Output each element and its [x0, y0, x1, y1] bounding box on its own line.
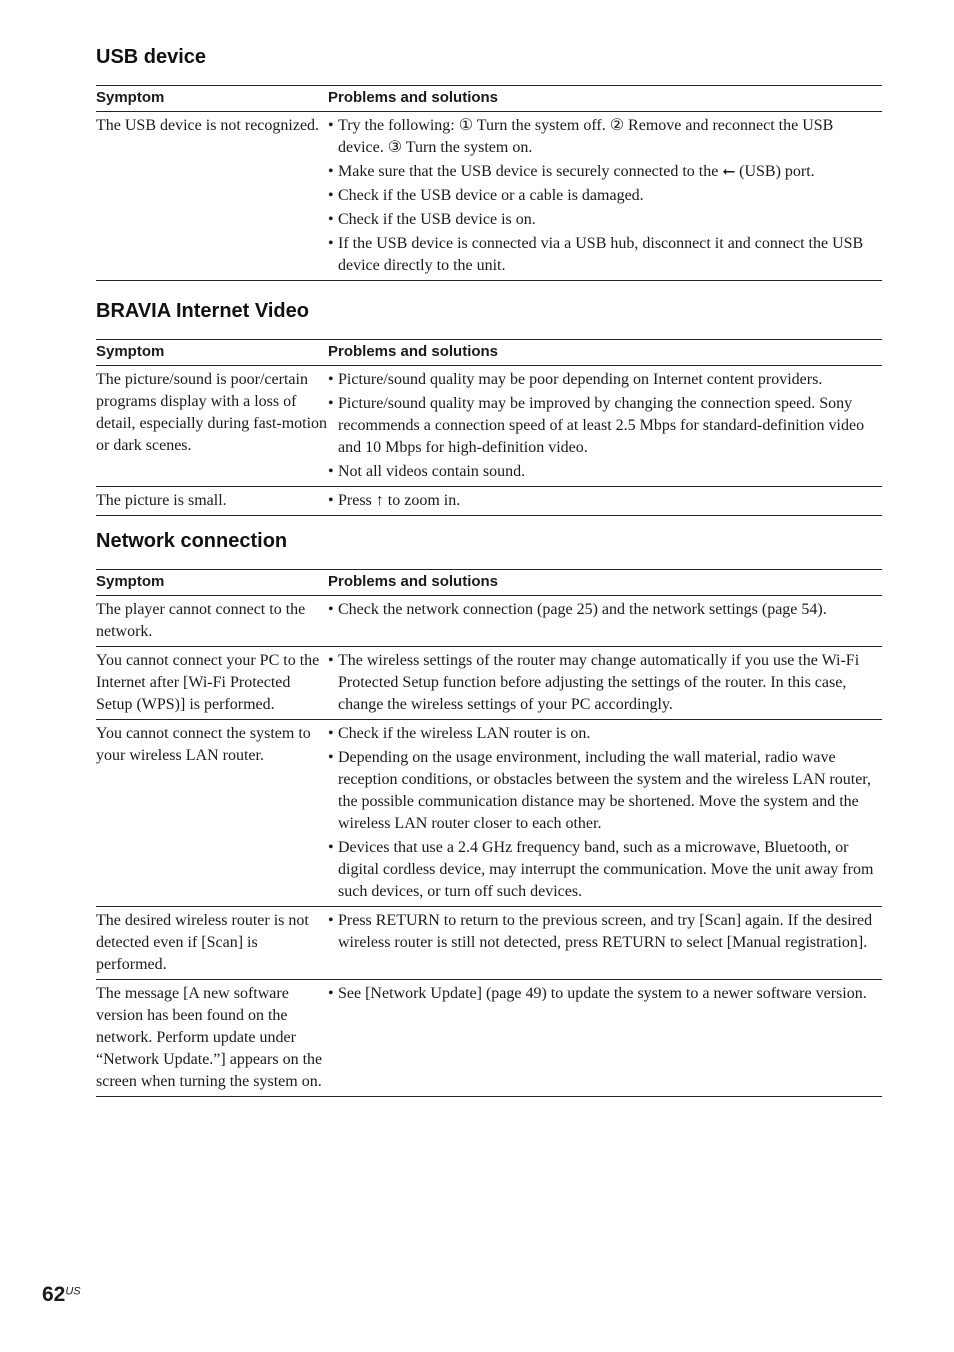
section-title: BRAVIA Internet Video	[96, 300, 309, 322]
symptom-cell: The picture is small.	[96, 487, 328, 516]
solution-text: Picture/sound quality may be poor depending on Internet content providers.	[338, 371, 823, 388]
table-row	[96, 487, 882, 516]
bullet: •	[328, 371, 334, 388]
solution-item	[328, 209, 882, 231]
solutions-cell	[328, 596, 882, 647]
symptom-cell: You cannot connect the system to your wireless LAN router.	[96, 720, 328, 907]
solution-text: See [Network Update] (page 49) to update the system to a newer software version.	[338, 985, 867, 1002]
symptom-cell: The picture/sound is poor/certain programs display with a loss of detail, especially during fast-motion or dark scenes.	[96, 366, 328, 487]
section-title: USB device	[96, 46, 207, 68]
bullet: •	[328, 749, 334, 766]
solution-text: Check if the USB device or a cable is damaged.	[338, 187, 644, 204]
header-symptom: Symptom	[96, 340, 328, 366]
solution-item	[328, 650, 882, 716]
bullet: •	[328, 839, 334, 856]
section-bravia-internet-video	[96, 299, 882, 516]
region-code: US	[65, 1285, 81, 1298]
page-number-value: 62	[42, 1283, 66, 1306]
bullet: •	[328, 211, 334, 228]
bullet: •	[328, 652, 334, 669]
solution-item	[328, 233, 882, 277]
bullet: •	[328, 912, 334, 929]
solution-text: Check if the USB device is on.	[338, 211, 536, 228]
bullet: •	[328, 163, 334, 180]
solution-item	[328, 393, 882, 459]
solution-text: Try the following: ① Turn the system off. ② Remove and reconnect the USB device. ③ Turn the system on.	[338, 117, 834, 156]
header-symptom: Symptom	[96, 86, 328, 112]
bullet: •	[328, 985, 334, 1002]
section-usb-device	[96, 45, 882, 281]
table-row	[96, 720, 882, 907]
troubleshooting-table	[96, 339, 882, 516]
solution-item	[328, 490, 882, 512]
bullet: •	[328, 187, 334, 204]
section-title: Network connection	[96, 530, 288, 552]
header-symptom: Symptom	[96, 570, 328, 596]
table-row	[96, 112, 882, 281]
symptom-cell: The player cannot connect to the network.	[96, 596, 328, 647]
section-network-connection	[96, 529, 882, 1097]
solution-text: The wireless settings of the router may change automatically if you use the Wi-Fi Protected Setup function before adjusting the settings of the router. In this case, change the wireless settings of your PC accordingly.	[338, 652, 860, 713]
solutions-cell	[328, 907, 882, 980]
table-row	[96, 647, 882, 720]
solutions-cell	[328, 112, 882, 281]
bullet: •	[328, 117, 334, 134]
solutions-cell	[328, 980, 882, 1097]
solution-item	[328, 837, 882, 903]
bullet: •	[328, 235, 334, 252]
page-number	[42, 1283, 81, 1307]
solution-item	[328, 115, 882, 159]
solution-item	[328, 747, 882, 835]
bullet: •	[328, 395, 334, 412]
solution-text: Devices that use a 2.4 GHz frequency band, such as a microwave, Bluetooth, or digital cordless device, may interrupt the communication. Move the unit away from such devices, or turn off such devices.	[338, 839, 874, 900]
bullet: •	[328, 725, 334, 742]
symptom-cell: The desired wireless router is not detected even if [Scan] is performed.	[96, 907, 328, 980]
solution-text: Picture/sound quality may be improved by changing the connection speed. Sony recommends a connection speed of at least 2.5 Mbps for standard-definition video and 10 Mbps for high-definition video.	[338, 395, 865, 456]
solution-item	[328, 983, 882, 1005]
bullet: •	[328, 601, 334, 618]
solution-item	[328, 185, 882, 207]
solution-text: Depending on the usage environment, including the wall material, radio wave reception conditions, or obstacles between the system and the wireless LAN router, the possible communication distance may be shortened. Move the system and the wireless LAN router closer to each other.	[338, 749, 871, 832]
solution-item	[328, 461, 882, 483]
solutions-cell	[328, 366, 882, 487]
symptom-cell: The message [A new software version has been found on the network. Perform update under “Network Update.”] appears on the screen when turning the system on.	[96, 980, 328, 1097]
solution-item	[328, 161, 882, 183]
solution-text: Not all videos contain sound.	[338, 463, 526, 480]
solution-text: Check if the wireless LAN router is on.	[338, 725, 591, 742]
solution-item	[328, 910, 882, 954]
table-row	[96, 596, 882, 647]
solution-text: Press ↑ to zoom in.	[338, 492, 461, 509]
header-problems: Problems and solutions	[328, 570, 882, 596]
solution-item	[328, 369, 882, 391]
table-row	[96, 907, 882, 980]
symptom-cell: You cannot connect your PC to the Internet after [Wi-Fi Protected Setup (WPS)] is performed.	[96, 647, 328, 720]
solution-text: If the USB device is connected via a USB hub, disconnect it and connect the USB device directly to the unit.	[338, 235, 864, 274]
table-row	[96, 980, 882, 1097]
solution-text: Check the network connection (page 25) and the network settings (page 54).	[338, 601, 827, 618]
header-problems: Problems and solutions	[328, 86, 882, 112]
solution-text: Press RETURN to return to the previous screen, and try [Scan] again. If the desired wireless router is still not detected, press RETURN to select [Manual registration].	[338, 912, 873, 951]
symptom-cell: The USB device is not recognized.	[96, 112, 328, 281]
solutions-cell	[328, 720, 882, 907]
header-problems: Problems and solutions	[328, 340, 882, 366]
troubleshooting-table	[96, 85, 882, 281]
table-row	[96, 366, 882, 487]
solution-text: Make sure that the USB device is securely connected to the ⭠ (USB) port.	[338, 163, 815, 180]
solution-item	[328, 723, 882, 745]
bullet: •	[328, 492, 334, 509]
troubleshooting-table	[96, 569, 882, 1097]
bullet: •	[328, 463, 334, 480]
solutions-cell	[328, 647, 882, 720]
solution-item	[328, 599, 882, 621]
solutions-cell	[328, 487, 882, 516]
